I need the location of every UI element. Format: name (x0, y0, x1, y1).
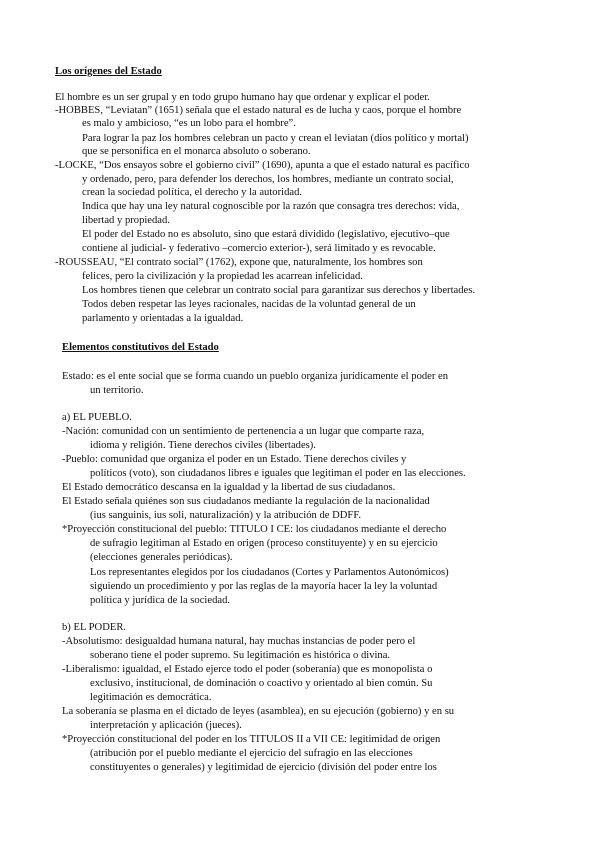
paragraph-line: (elecciones generales periódicas). (90, 552, 233, 563)
paragraph-line: El Estado democrático descansa en la igualdad y la libertad de sus ciudadanos. (62, 482, 396, 493)
paragraph-line: libertad y propiedad. (82, 215, 170, 226)
paragraph-line: -Absolutismo: desigualdad humana natural, hay muchas instancias de poder pero el (62, 636, 416, 647)
paragraph-line: El hombre es un ser grupal y en todo grupo humano hay que ordenar y explicar el poder. (55, 92, 430, 103)
paragraph-line: de sufragio legitiman al Estado en origen (proceso constituyente) y en su ejercicio (90, 538, 438, 549)
paragraph-line: crean la sociedad política, el derecho y la autoridad. (82, 187, 303, 198)
paragraph-line: exclusivo, institucional, de dominación o coactivo y orientado al bien común. Su (90, 678, 433, 689)
paragraph-line: política y jurídica de la sociedad. (90, 595, 231, 606)
paragraph-line: que se personifica en el monarca absoluto o soberano. (82, 146, 311, 157)
paragraph-line: Estado: es el ente social que se forma cuando un pueblo organiza jurídicamente el poder en (62, 371, 449, 382)
section-title-origenes: Los orígenes del Estado (55, 66, 162, 77)
paragraph-line: -HOBBES, “Leviatan” (1651) señala que el estado natural es de lucha y caos, porque el hombre (55, 105, 462, 116)
paragraph-line: es malo y ambicioso, “es un lobo para el hombre”. (82, 118, 296, 129)
paragraph-line: (ius sanguinis, ius soli, naturalización) y la atribución de DDFF. (90, 510, 362, 521)
paragraph-line: Los hombres tienen que celebrar un contrato social para garantizar sus derechos y libertades. (82, 285, 475, 296)
paragraph-line: El poder del Estado no es absoluto, sino que estará dividido (legislativo, ejecutivo–que (82, 229, 450, 240)
paragraph-line: y ordenado, pero, para defender los derechos, los hombres, mediante un contrato social, (82, 174, 454, 185)
subsection-heading: b) EL PODER. (62, 622, 127, 633)
paragraph-line: parlamento y orientadas a la igualdad. (82, 313, 244, 324)
section-title-elementos: Elementos constitutivos del Estado (62, 342, 219, 353)
paragraph-line: -Nación: comunidad con un sentimiento de pertenencia a un lugar que comparte raza, (62, 426, 425, 437)
paragraph-line: siguiendo un procedimiento y por las reglas de la mayoría hacer la ley la voluntad (90, 581, 438, 592)
paragraph-line: políticos (voto), son ciudadanos libres e iguales que legitiman el poder en las elecciones. (90, 468, 466, 479)
paragraph-line: Todos deben respetar las leyes racionales, nacidas de la voluntad general de un (82, 299, 416, 310)
paragraph-line: contiene al judicial- y federativo –comercio exterior-), será limitado y es revocable. (82, 243, 436, 254)
paragraph-line: constituyentes o generales) y legitimidad de ejercicio (división del poder entre los (90, 762, 437, 773)
paragraph-line: (atribución por el pueblo mediante el ejercicio del sufragio en las elecciones (90, 748, 413, 759)
subsection-heading: a) EL PUEBLO. (62, 412, 132, 423)
paragraph-line: -ROUSSEAU, “El contrato social” (1762), expone que, naturalmente, los hombres son (55, 257, 423, 268)
paragraph-line: soberano tiene el poder supremo. Su legitimación es histórica o divina. (90, 650, 391, 661)
paragraph-line: felices, pero la civilización y la propiedad les acarrean infelicidad. (82, 271, 363, 282)
paragraph-line: -LOCKE, “Dos ensayos sobre el gobierno civil” (1690), apunta a que el estado natural es pacífico (55, 160, 470, 171)
paragraph-line: idioma y religión. Tiene derechos civiles (libertades). (90, 440, 316, 451)
paragraph-line: Los representantes elegidos por los ciudadanos (Cortes y Parlamentos Autonómicos) (90, 567, 449, 578)
paragraph-line: La soberanía se plasma en el dictado de leyes (asamblea), en su ejecución (gobierno) y en su (62, 706, 455, 717)
paragraph-line: Para lograr la paz los hombres celebran un pacto y crean el leviatan (dios político y mortal) (82, 133, 469, 144)
paragraph-line: -Liberalismo: igualdad, el Estado ejerce todo el poder (soberanía) que es monopolista o (62, 664, 433, 675)
paragraph-line: legitimación es democrática. (90, 692, 212, 703)
paragraph-line: -Pueblo: comunidad que organiza el poder en un Estado. Tiene derechos civiles y (62, 454, 407, 465)
paragraph-line: un territorio. (90, 385, 144, 396)
paragraph-line: interpretación y aplicación (jueces). (90, 720, 242, 731)
paragraph-line: Indica que hay una ley natural cognoscible por la razón que consagra tres derechos: vida, (82, 201, 460, 212)
paragraph-line: *Proyección constitucional del pueblo: TITULO I CE: los ciudadanos mediante el derecho (62, 524, 447, 535)
paragraph-line: *Proyección constitucional del poder en los TITULOS II a VII CE: legitimidad de origen (62, 734, 441, 745)
paragraph-line: El Estado señala quiénes son sus ciudadanos mediante la regulación de la nacionalidad (62, 496, 430, 507)
